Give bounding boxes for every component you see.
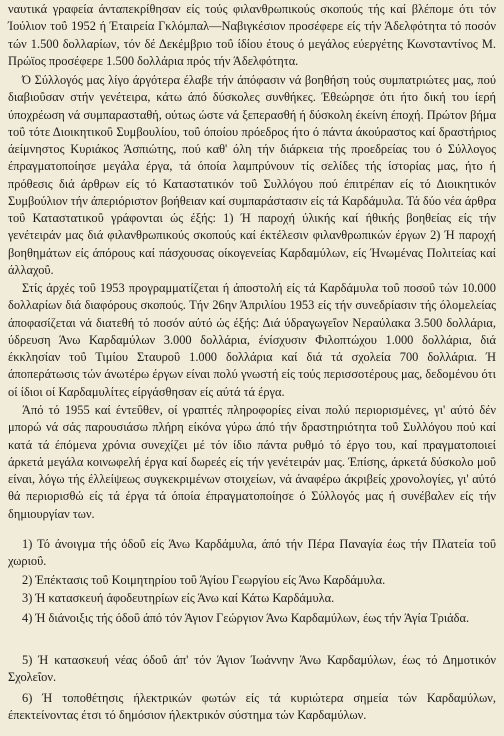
list-item-toilets: 3) Ή κατασκευή άφοδευτηρίων είς Άνω καί Κάτω Καρδάμυλα. — [22, 591, 335, 605]
paragraph-association-decision: Ό Σύλλογός μας λίγο άργότερα έλαβε τήν άπόφασιν νά βοηθήση τούς συμπατριώτες μας, πού διαβιοΰσαν στήν γενέτειρα, κάτω άπό δύσκολες συνθήκες. Έθεώρησε ότι ήτο δική του ίερή ύποχρέωση νά συμπαρασταθή, ούτως ώστε νά ξεπερασθή ή δύσκολη έκείνη έποχή. Πρώτον βήμα τοΰ τότε Διοικητικοΰ Συμβουλίου, τοΰ όποίου πρόεδρος ήτο ό πάντα άκούραστος καί δραστήριος άείμνηστος Κυριάκος Άσπιώτης, πού καθ' όλη τήν διάρκεια τής προεδρείας του ό Σύλλογος έπραγματοποίησε μεγάλα έργα, τά όποία λαμπρύνουν τίς σελίδες τής ίστορίας μας, ήτο ή πρόθεσις διά άρθρων είς τό Καταστατικόν τοΰ Συλλόγου πού έπιτρέπαν είς τό Διοικητικόν Συμβούλιον τήν άπεριόριστον βοήθειαν καί συμπαράστασιν είς τά Καρδάμυλα. Τά δύο νέα άρθρα τοΰ Καταστατικοΰ γράφονται ώς έξής: 1) Ή παροχή ύλικής καί ήθικής βοηθείας είς τήν γενέτειράν μας διά φιλανθρωπικούς σκοπούς καί έκτέλεσιν φιλανθρωπικών έργων 2) Ή παροχή βοηθημάτων είς άπόρους καί πάσχουσας οίκογενείας Καρδαμύλων, είς Ήνωμένας Πολιτείας καί άλλαχοΰ. — [8, 73, 496, 277]
paragraph-since-1955: Άπό τό 1955 καί έντεΰθεν, οί γραπτές πληροφορίες είναι πολύ περιορισμένες, γι' αύτό δέν μπορώ νά σάς παρουσιάσω πλήρη είκόνα γύρω άπό τήν δραστηριότητα τοΰ Συλλόγου πού καί κατά τά έπόμενα χρόνια συνεχίζει μέ τόν ίδιο πάντα ρυθμό τό έργο του, καί πραγματοποιεί άρκετά μεγάλα κοινωφελή έργα καί δωρεές είς τήν γενέτειράν μας. Έπίσης, άρκετά δύσκολο μοΰ είναι, λόγω τής έλλείψεως συγκεκριμένων στοιχείων, νά άναφέρω άκριβείς χρονολογίες, γι' αύτό θά περιορισθώ είς τά έργα τά όποία έπραγματοποίησε ό Σύλλογός μας ή συνέβαλεν είς τήν δημιουργίαν των. — [8, 403, 496, 521]
paragraph-1953-funds: Στίς άρχές τοΰ 1953 προγραμματίζεται ή άποστολή είς τά Καρδάμυλα τοΰ ποσοΰ τών 10.000 δολλαρίων διά διαφόρους σκοπούς. Τήν 26ην Άπριλίου 1953 είς τήν συνεδρίασιν τής όλομελείας άποφασίζεται νά διατεθή τό ποσόν αύτό ώς έξής: Διά ύδραγωγεΐον Νεραύλακα 3.500 δολλάρια, ύδρευση Άνω Καρδαμύλων 3.000 δολλάρια, ένίσχυσιν Φιλοπτώχου 1.000 δολλάρια, διά έκκλησίαν τοΰ Τιμίου Σταυροΰ 1.000 δολλάρια καί διά τά σχολεία 700 δολλάρια. Ή άποπεράτωσις τών άνωτέρω έργων είναι πολύ γνωστή είς τούς περισσοτέρους μας, δεδομένου ότι οί ίδιοι οί Καρδαμυλίτες είργάσθησαν είς αύτά τά έργα. — [8, 281, 496, 399]
list-item-road-school: 5) Ή κατασκευή νέας όδοΰ άπ' τόν Άγιον Ίωάννην Άνω Καρδαμύλων, έως τό Δημοτικόν Σχολεΐον. — [8, 653, 496, 685]
list-item-road-agia-triada: 4) Ή διάνοιξις τής όδοΰ άπό τόν Άγιον Γεώργιον Άνω Καρδαμύλων, έως τήν Άγία Τριάδα. — [22, 611, 470, 625]
list-item-electric-lights: 6) Ή τοποθέτησις ήλεκτρικών φωτών είς τά κυριώτερα σημεία τών Καρδαμύλων, έπεκτείνοντας έτσι τό δημόσιον ήλεκτρικόν σύστημα τών Καρδαμύλων. — [8, 691, 496, 723]
list-item-road-ano-kardamyla: 1) Τό άνοιγμα τής όδοΰ είς Άνω Καρδάμυλα, άπό τήν Πέρα Παναγία έως τήν Πλατεία τοΰ χωριοΰ. — [8, 537, 496, 569]
paragraph-shipping-offices: ναυτικά γραφεία άνταπεκρίθησαν είς τούς φιλανθρωπικούς σκοπούς τής καί βλέπομε ότι τόν Ίούλιον τοΰ 1952 ή Έταιρεία Γκλόμπαλ—Ναβιγκέσιον προσέφερε είς τήν Άδελφότητα τό ποσόν τών 1.500 δολλαρίων, τόν δέ Δεκέμβριο τοΰ ίδίου έτους ό μεγάλος εύεργέτης Κωνσταντίνος Μ. Πρώϊος προσέφερε 1.500 δολλάρια πρός τήν Άδελφότητα. — [8, 2, 496, 68]
list-item-cemetery-extension: 2) Έπέκτασις τοΰ Κοιμητηρίου τοΰ Άγίου Γεωργίου είς Άνω Καρδάμυλα. — [22, 573, 386, 587]
